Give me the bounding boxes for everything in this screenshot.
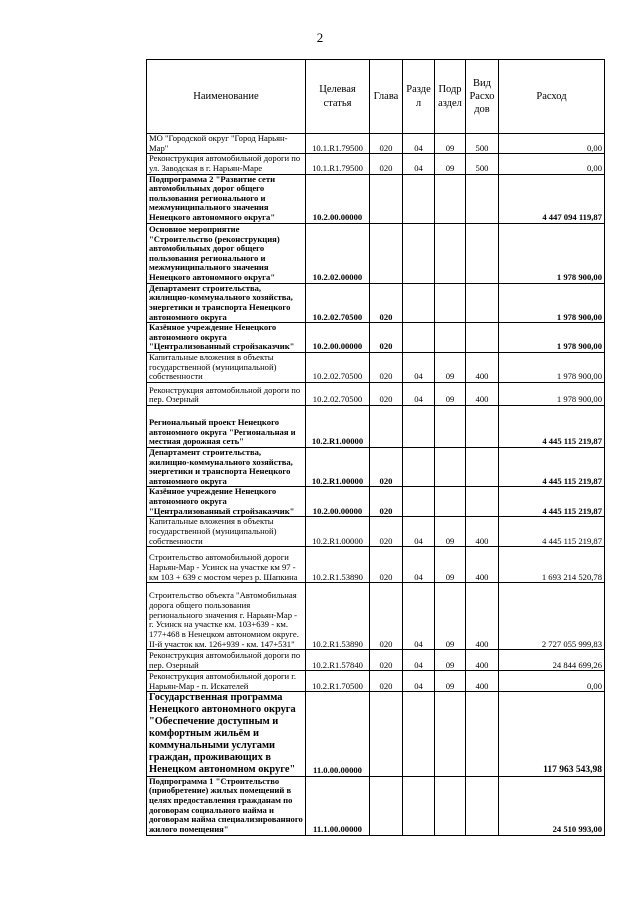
row-name: Реконструкция автомобильной дороги по пер. Озерный <box>147 650 306 671</box>
table-row <box>147 517 605 547</box>
row-amount: 4 445 115 219,87 <box>499 517 605 547</box>
row-amount: 1 978 900,00 <box>499 323 605 353</box>
row-subsection <box>435 692 466 777</box>
table-row <box>147 692 605 777</box>
row-subsection <box>435 776 466 835</box>
row-subsection: 09 <box>435 583 466 650</box>
row-name: Государственная программа Ненецкого автономного округа "Обеспечение доступным и комфортным жильём и коммунальными услугами граждан, проживающих в Ненецком автономном округе" <box>147 692 306 777</box>
row-section: 04 <box>403 134 435 154</box>
row-name: Департамент строительства, жилищно-коммунального хозяйства, энергетики и транспорта Ненецкого автономного округа <box>147 283 306 323</box>
row-subsection <box>435 174 466 223</box>
row-chapter: 020 <box>370 447 403 487</box>
row-amount: 0,00 <box>499 134 605 154</box>
row-target: 10.2.R1.57840 <box>306 650 370 671</box>
row-amount: 24 844 699,26 <box>499 650 605 671</box>
row-amount: 1 978 900,00 <box>499 223 605 283</box>
row-chapter: 020 <box>370 382 403 405</box>
row-chapter <box>370 776 403 835</box>
row-name: Строительство объекта "Автомобильная дорога общего пользования регионального значения г. Нарьян-Мар - г. Усинск на участке км. 103+639 - км. 177+468 в Ненецком автономном округе. II-й участок км. 126+939 - км. 147+531" <box>147 583 306 650</box>
row-expense-type: 400 <box>466 583 499 650</box>
row-name: Капитальные вложения в объекты государственной (муниципальной) собственности <box>147 353 306 383</box>
row-name: Капитальные вложения в объекты государственной (муниципальной) собственности <box>147 517 306 547</box>
row-section: 04 <box>403 650 435 671</box>
row-expense-type <box>466 405 499 447</box>
table-row <box>147 547 605 583</box>
row-name: Подпрограмма 2 "Развитие сети автомобильных дорог общего пользования регионального и межмуниципального значения Ненецкого автономного округа" <box>147 174 306 223</box>
row-name: Региональный проект Ненецкого автономного округа "Региональная и местная дорожная сеть" <box>147 405 306 447</box>
row-chapter: 020 <box>370 283 403 323</box>
row-subsection <box>435 223 466 283</box>
row-target: 10.2.R1.00000 <box>306 447 370 487</box>
header-expense-type: Вид Расхо дов <box>466 60 499 134</box>
row-section <box>403 223 435 283</box>
row-chapter: 020 <box>370 650 403 671</box>
row-target: 10.2.02.70500 <box>306 283 370 323</box>
row-target: 10.2.02.70500 <box>306 382 370 405</box>
row-chapter: 020 <box>370 517 403 547</box>
row-section: 04 <box>403 671 435 692</box>
header-chapter: Глава <box>370 60 403 134</box>
row-expense-type: 400 <box>466 382 499 405</box>
row-chapter <box>370 692 403 777</box>
table-row <box>147 323 605 353</box>
row-section <box>403 323 435 353</box>
row-subsection: 09 <box>435 382 466 405</box>
row-expense-type: 400 <box>466 650 499 671</box>
row-chapter <box>370 174 403 223</box>
row-subsection: 09 <box>435 650 466 671</box>
row-target: 10.1.R1.79500 <box>306 134 370 154</box>
row-amount: 1 978 900,00 <box>499 283 605 323</box>
row-section: 04 <box>403 353 435 383</box>
row-subsection: 09 <box>435 353 466 383</box>
row-expense-type <box>466 223 499 283</box>
table-header-row <box>147 60 605 134</box>
row-expense-type: 400 <box>466 517 499 547</box>
row-section: 04 <box>403 547 435 583</box>
row-chapter: 020 <box>370 353 403 383</box>
row-chapter: 020 <box>370 323 403 353</box>
row-subsection <box>435 323 466 353</box>
row-chapter: 020 <box>370 671 403 692</box>
row-expense-type <box>466 692 499 777</box>
expense-table <box>146 59 605 836</box>
row-amount: 24 510 993,00 <box>499 776 605 835</box>
row-expense-type: 400 <box>466 353 499 383</box>
row-chapter: 020 <box>370 487 403 517</box>
table-row <box>147 382 605 405</box>
row-subsection: 09 <box>435 154 466 174</box>
table-row <box>147 405 605 447</box>
row-chapter <box>370 223 403 283</box>
row-expense-type: 500 <box>466 134 499 154</box>
row-section <box>403 447 435 487</box>
row-section <box>403 405 435 447</box>
row-name: Строительство автомобильной дороги Нарьян-Мар - Усинск на участке км 97 - км 103 + 639 с мостом через р. Шапкина <box>147 547 306 583</box>
row-target: 10.2.00.00000 <box>306 174 370 223</box>
row-target: 10.1.R1.79500 <box>306 154 370 174</box>
row-chapter: 020 <box>370 154 403 174</box>
row-section: 04 <box>403 517 435 547</box>
table-row <box>147 447 605 487</box>
header-section: Разде л <box>403 60 435 134</box>
row-subsection: 09 <box>435 134 466 154</box>
row-subsection: 09 <box>435 671 466 692</box>
row-subsection <box>435 283 466 323</box>
row-amount: 0,00 <box>499 671 605 692</box>
row-amount: 0,00 <box>499 154 605 174</box>
row-name: Реконструкция автомобильной дороги по пер. Озерный <box>147 382 306 405</box>
row-subsection <box>435 405 466 447</box>
row-amount: 4 445 115 219,87 <box>499 405 605 447</box>
table-row <box>147 174 605 223</box>
row-chapter: 020 <box>370 134 403 154</box>
row-target: 10.2.R1.53890 <box>306 583 370 650</box>
row-chapter <box>370 405 403 447</box>
row-expense-type <box>466 447 499 487</box>
table-row <box>147 134 605 154</box>
row-target: 11.1.00.00000 <box>306 776 370 835</box>
row-expense-type <box>466 487 499 517</box>
row-amount: 1 978 900,00 <box>499 382 605 405</box>
row-section <box>403 487 435 517</box>
header-target: Целевая статья <box>306 60 370 134</box>
row-expense-type: 500 <box>466 154 499 174</box>
row-target: 11.0.00.00000 <box>306 692 370 777</box>
row-amount: 1 693 214 520,78 <box>499 547 605 583</box>
header-name: Наименование <box>147 60 306 134</box>
table-row <box>147 353 605 383</box>
table-row <box>147 583 605 650</box>
row-expense-type: 400 <box>466 547 499 583</box>
row-section: 04 <box>403 382 435 405</box>
row-section <box>403 174 435 223</box>
row-target: 10.2.R1.00000 <box>306 405 370 447</box>
row-expense-type <box>466 283 499 323</box>
table-row <box>147 487 605 517</box>
page-number: 2 <box>316 30 324 45</box>
table-body <box>147 134 605 836</box>
table-row <box>147 154 605 174</box>
row-target: 10.2.R1.53890 <box>306 547 370 583</box>
row-name: Казённое учреждение Ненецкого автономного округа "Централизованный стройзаказчик" <box>147 323 306 353</box>
row-name: Департамент строительства, жилищно-коммунального хозяйства, энергетики и транспорта Ненецкого автономного округа <box>147 447 306 487</box>
row-name: Реконструкция автомобильной дороги г. Нарьян-Мар - п. Искателей <box>147 671 306 692</box>
row-expense-type <box>466 174 499 223</box>
row-expense-type <box>466 323 499 353</box>
table-row <box>147 283 605 323</box>
row-target: 10.2.00.00000 <box>306 323 370 353</box>
row-section: 04 <box>403 583 435 650</box>
row-subsection <box>435 487 466 517</box>
row-section <box>403 776 435 835</box>
table-row <box>147 650 605 671</box>
row-name: Основное мероприятие "Строительство (реконструкция) автомобильных дорог общего пользования регионального и межмуниципального значения Ненецкого автономного округа" <box>147 223 306 283</box>
row-expense-type: 400 <box>466 671 499 692</box>
row-section: 04 <box>403 154 435 174</box>
row-subsection <box>435 447 466 487</box>
table-row <box>147 671 605 692</box>
header-subsection: Подр аздел <box>435 60 466 134</box>
row-chapter: 020 <box>370 547 403 583</box>
row-name: МО "Городской округ "Город Нарьян-Мар" <box>147 134 306 154</box>
row-amount: 4 445 115 219,87 <box>499 487 605 517</box>
row-chapter: 020 <box>370 583 403 650</box>
row-amount: 117 963 543,98 <box>499 692 605 777</box>
row-target: 10.2.02.00000 <box>306 223 370 283</box>
row-name: Подпрограмма 1 "Строительство (приобретение) жилых помещений в целях предоставления гражданам по договорам социального найма и договорам найма специализированного жилого помещения" <box>147 776 306 835</box>
row-target: 10.2.00.00000 <box>306 487 370 517</box>
row-target: 10.2.02.70500 <box>306 353 370 383</box>
row-amount: 4 445 115 219,87 <box>499 447 605 487</box>
row-section <box>403 283 435 323</box>
header-expense: Расход <box>499 60 605 134</box>
row-amount: 2 727 055 999,83 <box>499 583 605 650</box>
row-target: 10.2.R1.70500 <box>306 671 370 692</box>
row-expense-type <box>466 776 499 835</box>
row-amount: 4 447 094 119,87 <box>499 174 605 223</box>
row-section <box>403 692 435 777</box>
row-subsection: 09 <box>435 517 466 547</box>
row-name: Реконструкция автомобильной дороги по ул. Заводская в г. Нарьян-Маре <box>147 154 306 174</box>
row-subsection: 09 <box>435 547 466 583</box>
row-target: 10.2.R1.00000 <box>306 517 370 547</box>
table-row <box>147 776 605 835</box>
row-amount: 1 978 900,00 <box>499 353 605 383</box>
row-name: Казённое учреждение Ненецкого автономного округа "Централизованный стройзаказчик" <box>147 487 306 517</box>
table-row <box>147 223 605 283</box>
